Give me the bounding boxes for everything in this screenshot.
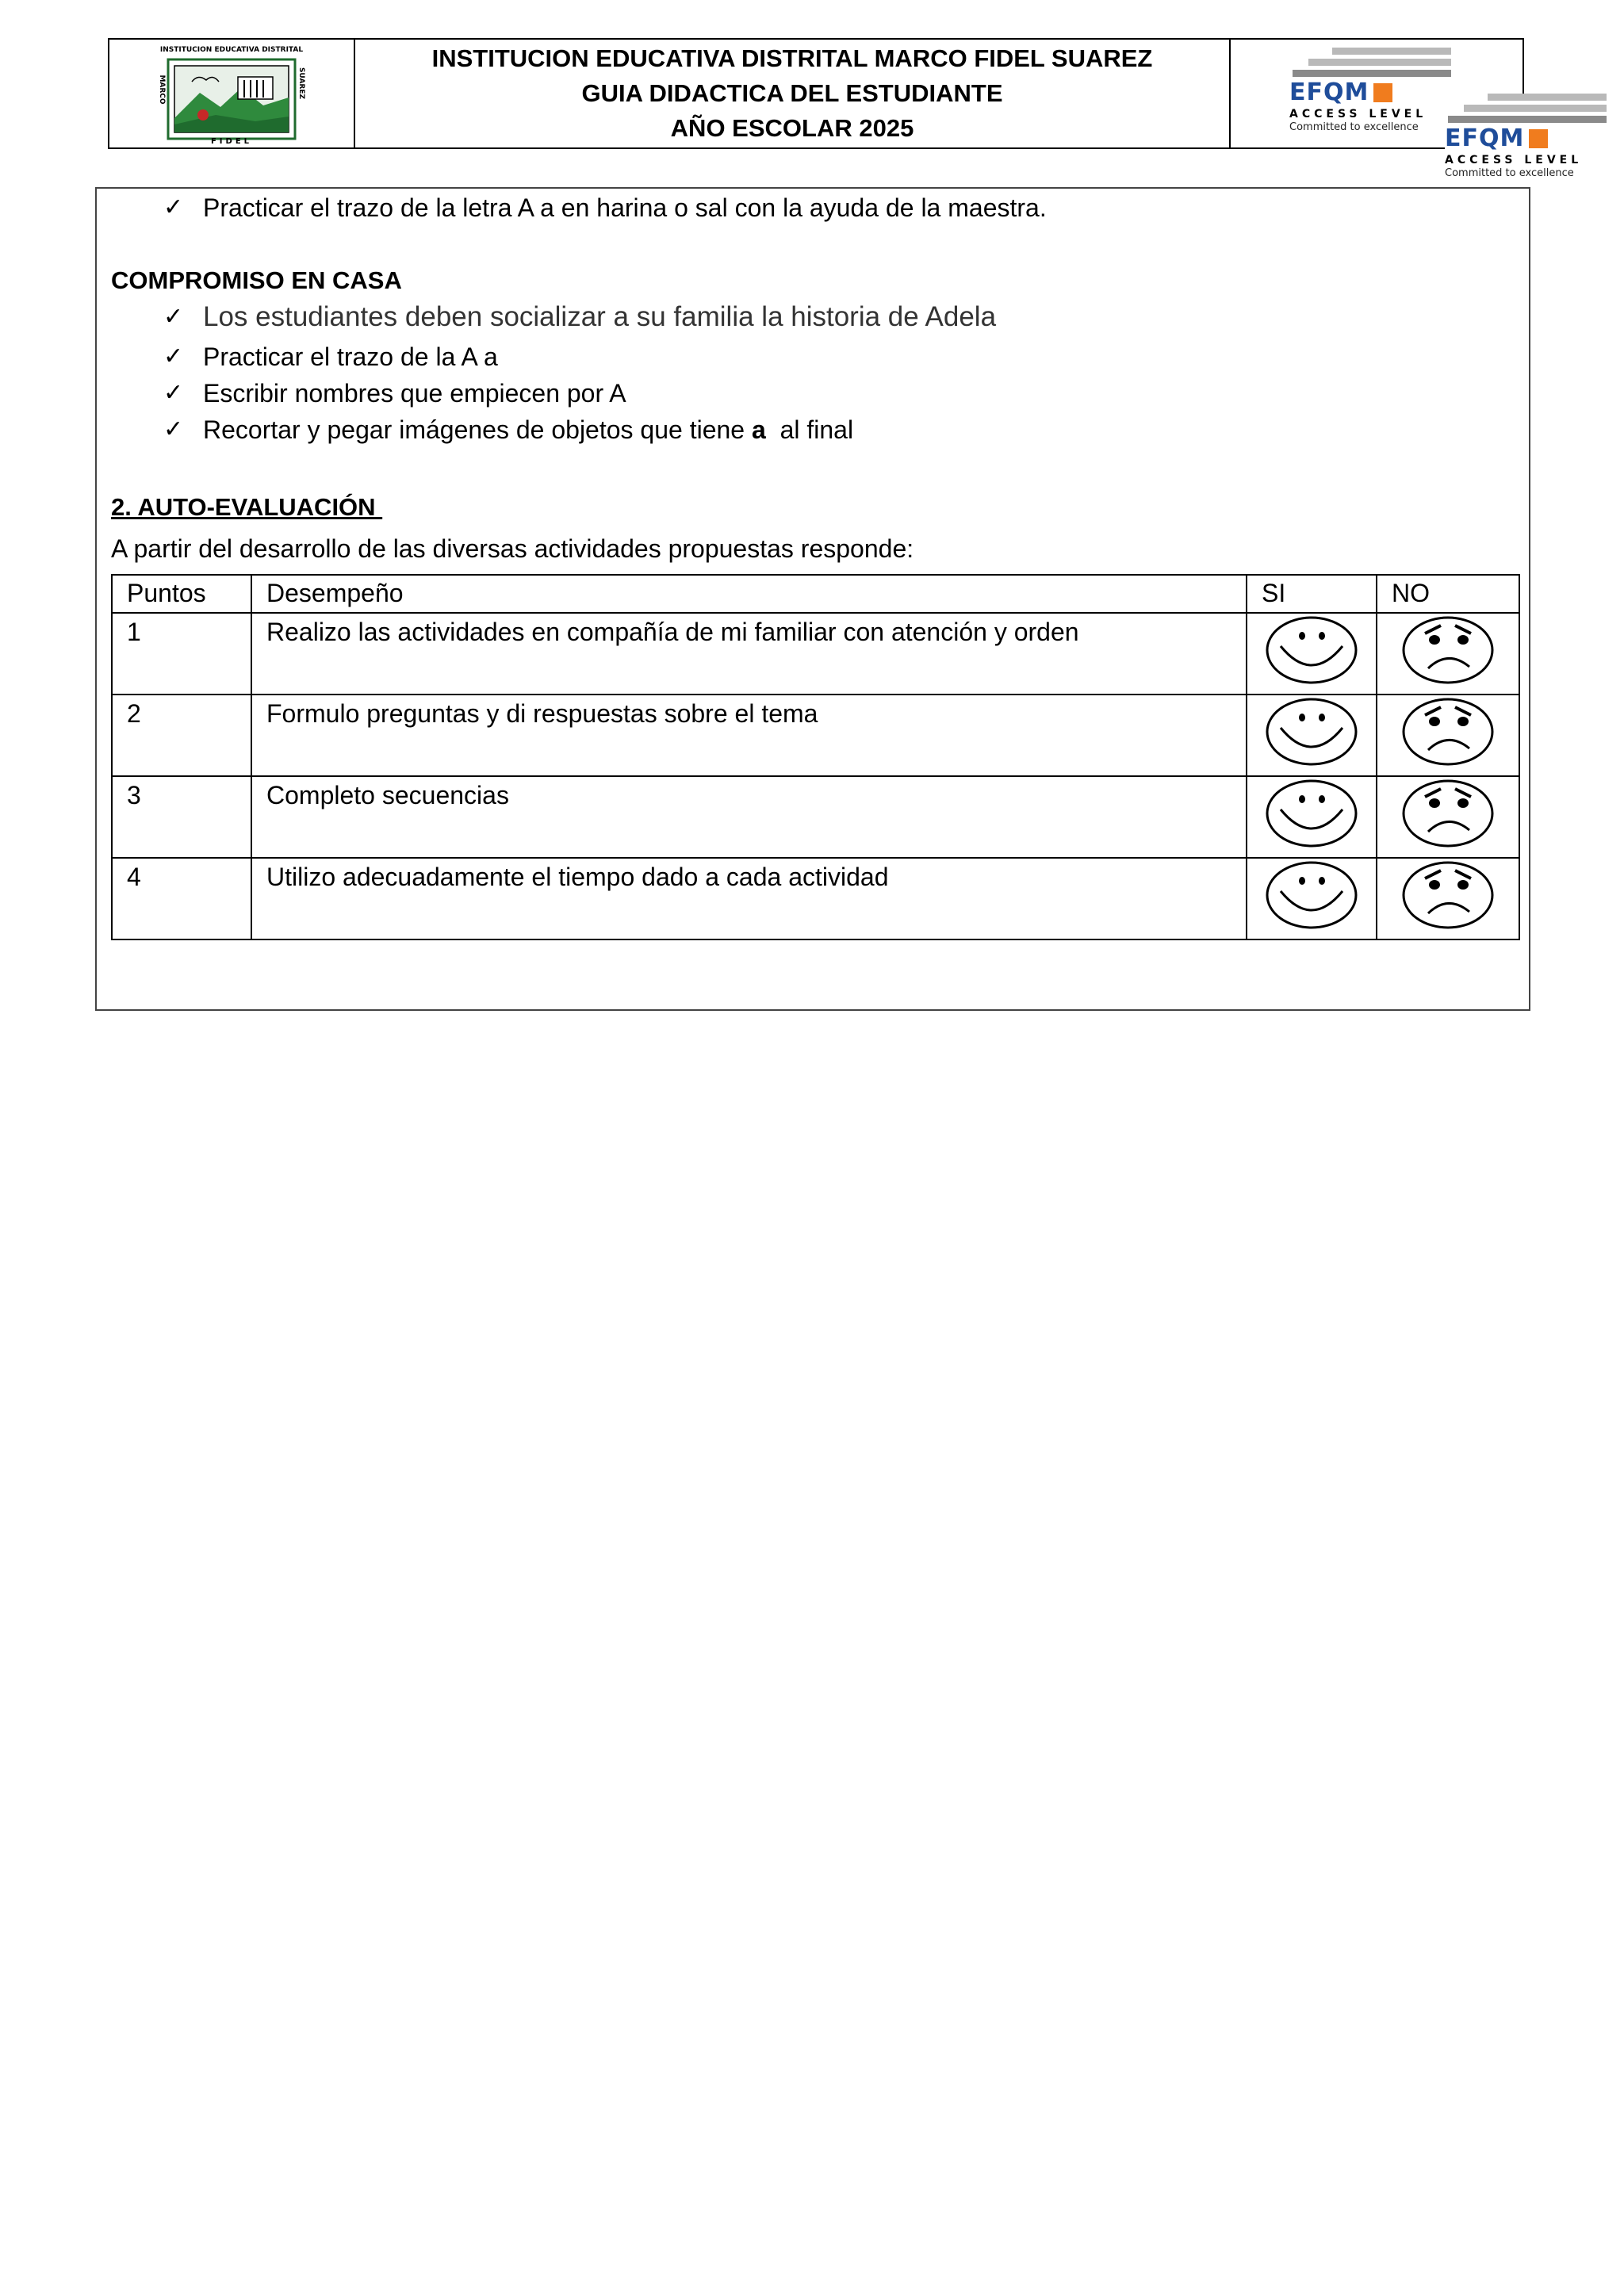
logo-top-text: INSTITUCION EDUCATIVA DISTRITAL (159, 46, 304, 54)
performance-cell: Realizo las actividades en compañía de mi familiar con atención y orden (251, 613, 1247, 695)
home-item-text: Los estudiantes deben socializar a su familia la historia de Adela (203, 301, 997, 332)
happy-face-icon[interactable] (1265, 859, 1358, 931)
home-item-text-bold-letter: a (751, 415, 766, 444)
school-year: AÑO ESCOLAR 2025 (670, 114, 914, 142)
home-item-text-end: al final (765, 415, 854, 444)
efqm-brand-text: EFQM (1289, 78, 1369, 106)
checkmark-icon: ✓ (163, 379, 184, 407)
performance-cell: Formulo preguntas y di respuestas sobre el tema (251, 695, 1247, 776)
table-row (112, 695, 1519, 776)
performance-cell: Utilizo adecuadamente el tiempo dado a cada actividad (251, 858, 1247, 939)
column-header-yes: SI (1247, 575, 1377, 613)
yes-cell[interactable] (1247, 695, 1377, 776)
no-cell[interactable] (1377, 613, 1519, 695)
no-cell[interactable] (1377, 695, 1519, 776)
points-cell: 4 (112, 858, 251, 939)
points-cell: 1 (112, 613, 251, 695)
home-item-text: Escribir nombres que empiecen por A (203, 379, 626, 408)
efqm-overlay-orange-square (1529, 129, 1548, 148)
logo-right-text: SUAREZ (297, 67, 305, 100)
yes-cell[interactable] (1247, 858, 1377, 939)
happy-face-icon[interactable] (1265, 778, 1358, 849)
efqm-tagline: Committed to excellence (1289, 121, 1419, 133)
checkmark-icon: ✓ (163, 193, 184, 221)
happy-face-icon[interactable] (1265, 696, 1358, 767)
table-row (112, 776, 1519, 858)
sad-face-icon[interactable] (1401, 696, 1495, 767)
yes-cell[interactable] (1247, 776, 1377, 858)
home-commitment-heading: COMPROMISO EN CASA (111, 266, 402, 294)
no-cell[interactable] (1377, 858, 1519, 939)
performance-cell: Completo secuencias (251, 776, 1247, 858)
column-header-no: NO (1377, 575, 1519, 613)
checkmark-icon: ✓ (163, 415, 184, 443)
logo-bottom-text: FIDEL (210, 137, 253, 145)
self-evaluation-table (111, 574, 1520, 940)
table-row (112, 858, 1519, 939)
guide-title: GUIA DIDACTICA DEL ESTUDIANTE (581, 79, 1003, 107)
home-item-text: Practicar el trazo de la A a (203, 342, 498, 371)
points-cell: 3 (112, 776, 251, 858)
happy-face-icon[interactable] (1265, 614, 1358, 686)
logo-cell (109, 40, 355, 147)
points-cell: 2 (112, 695, 251, 776)
checkmark-icon: ✓ (163, 303, 184, 331)
column-header-performance: Desempeño (251, 575, 1247, 613)
sad-face-icon[interactable] (1401, 778, 1495, 849)
efqm-level-text: ACCESS LEVEL (1289, 108, 1427, 121)
sad-face-icon[interactable] (1401, 614, 1495, 686)
table-header-row (112, 575, 1519, 613)
efqm-overlay-brand-text: EFQM (1445, 124, 1525, 152)
home-item (163, 301, 996, 333)
column-header-points: Puntos (112, 575, 251, 613)
efqm-logo (1289, 48, 1451, 133)
efqm-orange-square (1373, 83, 1392, 102)
title-cell (355, 40, 1231, 147)
home-item-text-start: Recortar y pegar imágenes de objetos que tiene (203, 415, 752, 444)
no-cell[interactable] (1377, 776, 1519, 858)
home-item (163, 341, 498, 373)
self-evaluation-intro: A partir del desarrollo de las diversas actividades propuestas responde: (111, 534, 914, 563)
document-header (108, 38, 1525, 152)
efqm-logo-overlay (1445, 94, 1607, 179)
school-crest-logo (144, 42, 319, 145)
home-item (163, 414, 853, 446)
checkmark-icon: ✓ (163, 342, 184, 370)
institution-name: INSTITUCION EDUCATIVA DISTRITAL MARCO FIDEL SUAREZ (431, 44, 1153, 72)
logo-left-text: MARCO (158, 75, 166, 105)
home-item-text (203, 414, 853, 446)
activity-item (163, 192, 1047, 224)
content-box (95, 187, 1530, 1011)
efqm-overlay-level-text: ACCESS LEVEL (1445, 154, 1583, 166)
activity-text: Practicar el trazo de la letra A a en harina o sal con la ayuda de la maestra. (203, 193, 1047, 222)
sad-face-icon[interactable] (1401, 859, 1495, 931)
self-evaluation-heading: 2. AUTO-EVALUACIÓN (111, 493, 383, 521)
home-item (163, 377, 626, 409)
efqm-overlay-tagline: Committed to excellence (1445, 167, 1574, 179)
yes-cell[interactable] (1247, 613, 1377, 695)
table-row (112, 613, 1519, 695)
